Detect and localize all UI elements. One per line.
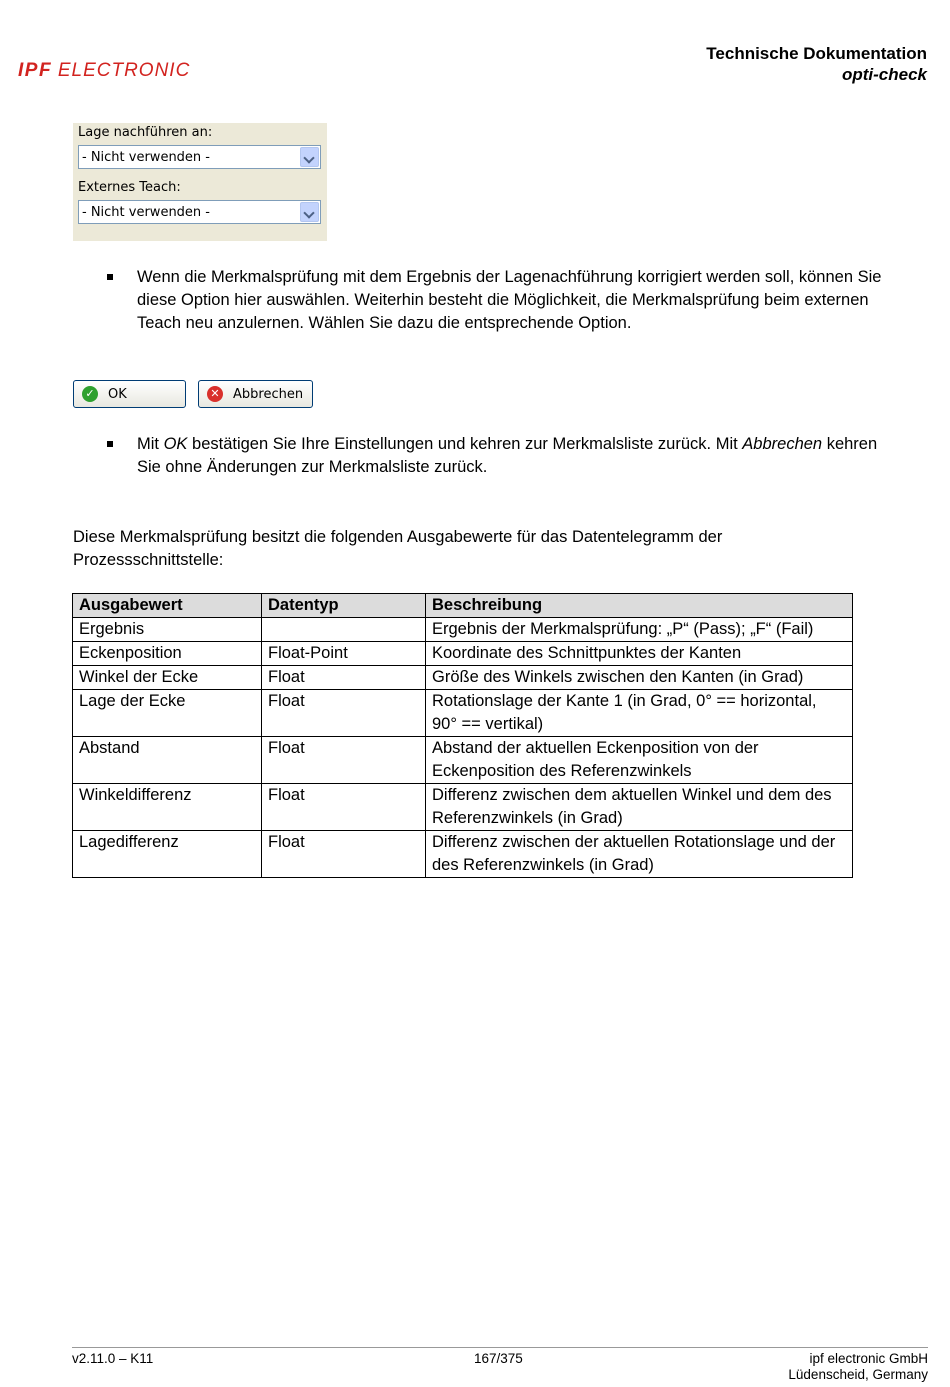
close-icon: ✕ (207, 386, 223, 402)
text: kehren Sie ohne Änderungen zur Merkmalsliste zurück. (137, 435, 878, 476)
intro-paragraph: Diese Merkmalsprüfung besitzt die folgenden Ausgabewerte für das Datentelegramm der Prozessschnittstelle: (73, 528, 723, 569)
cell: Lagedifferenz (73, 831, 262, 878)
ok-term: OK (163, 435, 188, 453)
cell: Größe des Winkels zwischen den Kanten (in Grad) (426, 666, 853, 690)
cell: Float (262, 737, 426, 784)
footer-divider (72, 1347, 928, 1348)
footer-company (788, 1351, 928, 1383)
cell: Float (262, 666, 426, 690)
cell (262, 618, 426, 642)
cell: Winkeldifferenz (73, 784, 262, 831)
cell: Abstand der aktuellen Eckenposition von der Eckenposition des Referenzwinkels (426, 737, 853, 784)
cell: Koordinate des Schnittpunktes der Kanten (426, 642, 853, 666)
footer-version: v2.11.0 – K11 (72, 1351, 154, 1366)
cancel-button-label: Abbrechen (233, 387, 304, 402)
ok-button[interactable] (73, 380, 186, 408)
settings-panel-screenshot (73, 123, 327, 241)
company-logo (18, 60, 190, 82)
logo-brand: IPF (18, 60, 53, 81)
field1-label: Lage nachführen an: (78, 125, 213, 140)
cell: Differenz zwischen dem aktuellen Winkel und dem des Referenzwinkels (in Grad) (426, 784, 853, 831)
doc-title: Technische Dokumentation (706, 44, 927, 63)
document-header (706, 43, 927, 85)
field2-label: Externes Teach: (78, 180, 181, 195)
check-icon: ✓ (82, 386, 98, 402)
cell: Eckenposition (73, 642, 262, 666)
ok-button-label: OK (108, 387, 127, 402)
cancel-term: Abbrechen (742, 435, 823, 453)
company-name: ipf electronic GmbH (809, 1351, 928, 1366)
company-location: Lüdenscheid, Germany (788, 1367, 928, 1382)
cell: Winkel der Ecke (73, 666, 262, 690)
cell: Float (262, 831, 426, 878)
cell: Abstand (73, 737, 262, 784)
bullet-lage-option: Wenn die Merkmalsprüfung mit dem Ergebnis der Lagenachführung korrigiert werden soll, können Sie diese Option hier auswählen. Weiterhin besteht die Möglichkeit, die Merkmalsprüfung beim externen Teach neu anzulernen. Wählen Sie dazu die entsprechende Option. (137, 266, 897, 335)
text: bestätigen Sie Ihre Einstellungen und kehren zur Merkmalsliste zurück. Mit (187, 435, 743, 453)
table-row (73, 737, 853, 784)
select-value: - Nicht verwenden - (82, 205, 210, 220)
cell: Rotationslage der Kante 1 (in Grad, 0° == horizontal, 90° == vertikal) (426, 690, 853, 737)
table-row (73, 618, 853, 642)
table-row (73, 642, 853, 666)
table-row (73, 784, 853, 831)
cancel-button[interactable] (198, 380, 313, 408)
table-header-row (73, 594, 853, 618)
cell: Lage der Ecke (73, 690, 262, 737)
lage-nachfuehren-select[interactable] (78, 145, 321, 169)
cell: Float (262, 690, 426, 737)
cell: Float (262, 784, 426, 831)
table-row (73, 690, 853, 737)
externes-teach-select[interactable] (78, 200, 321, 224)
table-row (73, 666, 853, 690)
table-row (73, 831, 853, 878)
cell: Ergebnis der Merkmalsprüfung: „P“ (Pass); „F“ (Fail) (426, 618, 853, 642)
cell: Float-Point (262, 642, 426, 666)
footer-page-number: 167/375 (474, 1351, 523, 1366)
chevron-down-icon[interactable] (300, 202, 319, 222)
text: Mit (137, 435, 164, 453)
col-header-ausgabewert: Ausgabewert (73, 594, 262, 618)
bullet-ok-cancel (137, 433, 897, 479)
output-values-table (72, 593, 853, 878)
doc-subtitle: opti-check (841, 65, 927, 84)
chevron-down-icon[interactable] (300, 147, 319, 167)
cell: Ergebnis (73, 618, 262, 642)
logo-text: ELECTRONIC (57, 60, 191, 81)
col-header-beschreibung: Beschreibung (426, 594, 853, 618)
select-value: - Nicht verwenden - (82, 150, 210, 165)
col-header-datentyp: Datentyp (262, 594, 426, 618)
cell: Differenz zwischen der aktuellen Rotationslage und der des Referenzwinkels (in Grad) (426, 831, 853, 878)
